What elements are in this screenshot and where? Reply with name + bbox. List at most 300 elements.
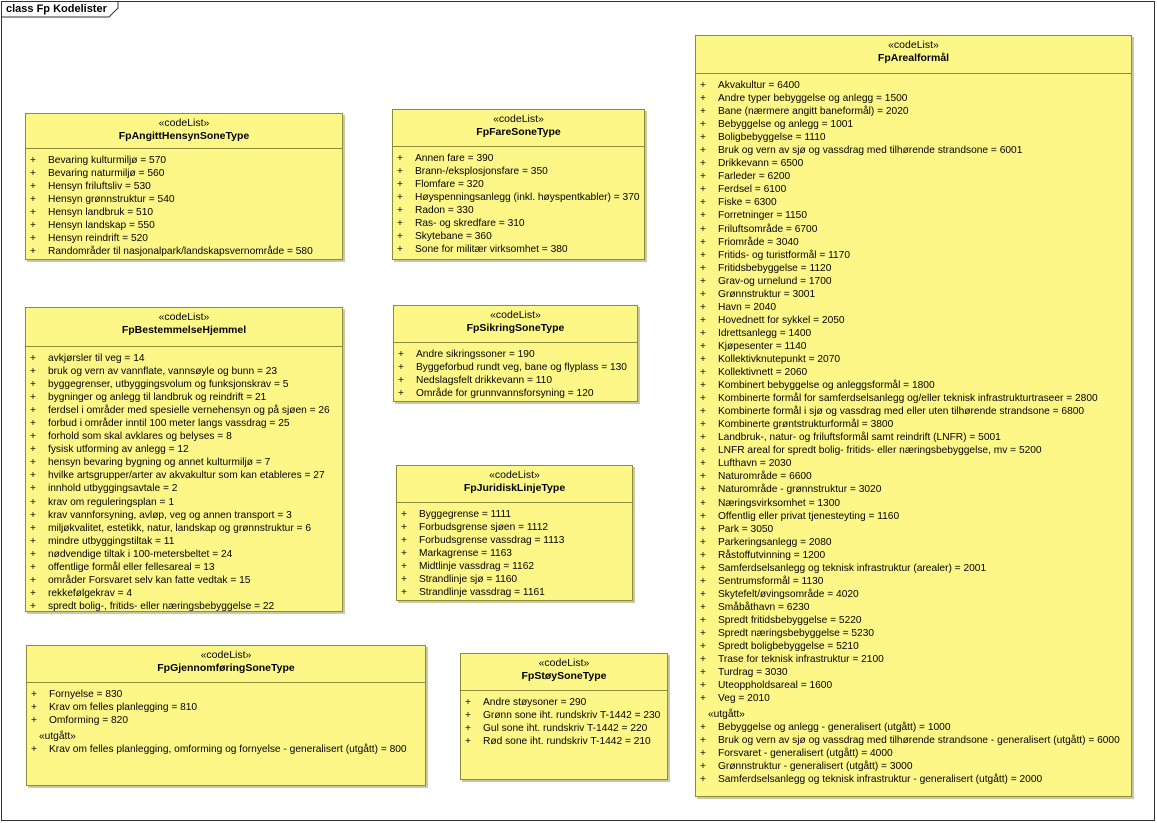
class-header xyxy=(26,308,342,347)
attribute-text: Nedslagsfelt drikkevann = 110 xyxy=(416,375,553,387)
public-visibility-marker: + xyxy=(700,353,706,365)
attribute-text: Naturområde = 6600 xyxy=(718,471,812,483)
attribute-row xyxy=(696,131,1131,144)
public-visibility-marker: + xyxy=(700,210,706,222)
attribute-row xyxy=(696,314,1131,327)
public-visibility-marker: + xyxy=(700,80,706,91)
public-visibility-marker: + xyxy=(397,192,403,204)
attribute-row xyxy=(696,340,1131,353)
attribute-row xyxy=(696,523,1131,536)
public-visibility-marker: + xyxy=(700,275,706,287)
attribute-row xyxy=(696,666,1131,679)
attribute-row xyxy=(397,521,632,534)
attribute-row xyxy=(696,379,1131,392)
public-visibility-marker: + xyxy=(30,444,36,456)
attribute-text: Kombinerte formål for samferdselsanlegg og/eller teknisk infrastrukturtraseer = 2800 xyxy=(718,393,1098,405)
attribute-text: Havn = 2040 xyxy=(718,301,777,313)
attribute-text: Spredt næringsbebyggelse = 5230 xyxy=(718,627,875,639)
public-visibility-marker: + xyxy=(700,445,706,457)
class-header xyxy=(461,654,667,691)
public-visibility-marker: + xyxy=(401,535,407,547)
attribute-row xyxy=(393,152,644,165)
attribute-row xyxy=(696,366,1131,379)
attribute-row xyxy=(26,430,342,443)
attribute-row xyxy=(393,243,644,256)
attribute-row xyxy=(394,348,637,361)
public-visibility-marker: + xyxy=(30,496,36,508)
attribute-text: Andre typer bebyggelse og anlegg = 1500 xyxy=(718,93,908,105)
attribute-row xyxy=(26,180,342,193)
attribute-text: Lufthavn = 2030 xyxy=(718,458,792,470)
attribute-row xyxy=(397,508,632,521)
attribute-text: Rød sone iht. rundskriv T-1442 = 210 xyxy=(483,736,651,748)
attribute-row xyxy=(27,701,425,714)
attribute-text: mindre utbyggingstiltak = 11 xyxy=(48,535,175,547)
public-visibility-marker: + xyxy=(700,654,706,666)
attribute-row xyxy=(27,714,425,727)
attribute-text: Ras- og skredfare = 310 xyxy=(415,218,525,230)
attribute-text: Skytebane = 360 xyxy=(415,231,492,243)
attribute-row xyxy=(696,92,1131,105)
public-visibility-marker: + xyxy=(700,774,706,786)
public-visibility-marker: + xyxy=(700,601,706,613)
class-box-fp-fare-sone-type[interactable] xyxy=(392,109,645,260)
class-name: FpJuridiskLinjeType xyxy=(463,482,566,494)
attribute-row xyxy=(461,735,667,748)
attribute-list xyxy=(394,343,637,400)
public-visibility-marker: + xyxy=(397,166,403,178)
public-visibility-marker: + xyxy=(30,483,36,495)
attribute-row xyxy=(26,365,342,378)
attribute-row xyxy=(26,456,342,469)
class-stereotype: «codeList» xyxy=(200,649,252,661)
public-visibility-marker: + xyxy=(700,510,706,522)
attribute-row xyxy=(696,327,1131,340)
attribute-text: Byggegrense = 1111 xyxy=(419,509,512,520)
attribute-text: Krav om felles planlegging = 810 xyxy=(49,702,198,714)
attribute-text: områder Forsvaret selv kan fatte vedtak = 15 xyxy=(48,574,251,586)
public-visibility-marker: + xyxy=(700,484,706,496)
public-visibility-marker: + xyxy=(700,680,706,692)
public-visibility-marker: + xyxy=(700,641,706,653)
public-visibility-marker: + xyxy=(700,588,706,600)
attribute-row xyxy=(394,361,637,374)
attribute-row xyxy=(696,431,1131,444)
public-visibility-marker: + xyxy=(30,561,36,573)
attribute-row xyxy=(26,469,342,482)
attribute-text: Grønn sone iht. rundskriv T-1442 = 230 xyxy=(483,710,661,722)
attribute-row xyxy=(26,352,342,365)
attribute-text: bruk og vern av vannflate, vannsøyle og bunn = 23 xyxy=(48,366,278,378)
attribute-text: Akvakultur = 6400 xyxy=(718,80,800,91)
class-box-fp-arealformal[interactable] xyxy=(695,35,1132,797)
attribute-row xyxy=(696,444,1131,457)
attribute-text: Hensyn friluftsliv = 530 xyxy=(48,181,151,193)
attribute-row xyxy=(26,417,342,430)
class-header xyxy=(26,114,342,149)
attribute-row xyxy=(26,391,342,404)
attribute-row xyxy=(696,773,1131,786)
attribute-text: Grønnstruktur = 3001 xyxy=(718,288,816,300)
attribute-text: Forbudsgrense sjøen = 1112 xyxy=(419,522,549,534)
public-visibility-marker: + xyxy=(30,431,36,443)
public-visibility-marker: + xyxy=(398,349,404,360)
attribute-text: Forbudsgrense vassdrag = 1113 xyxy=(419,535,565,547)
attribute-list xyxy=(696,74,1131,786)
attribute-text: Bebyggelse og anlegg - generalisert (utgått) = 1000 xyxy=(718,722,951,734)
attribute-text: Flomfare = 320 xyxy=(415,179,484,191)
attribute-row xyxy=(696,601,1131,614)
public-visibility-marker: + xyxy=(31,715,37,727)
attribute-row xyxy=(26,548,342,561)
public-visibility-marker: + xyxy=(700,523,706,535)
class-stereotype: «codeList» xyxy=(489,469,540,481)
attribute-text: Bebyggelse og anlegg = 1001 xyxy=(718,119,854,131)
public-visibility-marker: + xyxy=(700,406,706,418)
class-box-fp-angitt-hensyn-sone-type[interactable] xyxy=(25,113,343,260)
class-box-fp-juridisk-linje-type[interactable] xyxy=(396,465,633,601)
public-visibility-marker: + xyxy=(30,220,36,232)
attribute-row xyxy=(696,562,1131,575)
class-name: FpArealformål xyxy=(877,52,950,64)
public-visibility-marker: + xyxy=(30,207,36,219)
attribute-row xyxy=(26,535,342,548)
class-name: FpGjennomføringSoneType xyxy=(157,662,295,674)
public-visibility-marker: + xyxy=(401,548,407,560)
attribute-text: Råstoffutvinning = 1200 xyxy=(718,549,826,561)
attribute-list xyxy=(27,683,425,756)
public-visibility-marker: + xyxy=(398,362,404,374)
attribute-text: forhold som skal avklares og belyses = 8 xyxy=(48,431,232,443)
class-box-fp-sikring-sone-type[interactable] xyxy=(393,305,638,402)
public-visibility-marker: + xyxy=(30,587,36,599)
public-visibility-marker: + xyxy=(465,710,471,722)
attribute-text: Sone for militær virksomhet = 380 xyxy=(415,244,568,256)
public-visibility-marker: + xyxy=(465,736,471,748)
attribute-text: Kombinerte formål i sjø og vassdrag med eller uten tilhørende strandsone = 6800 xyxy=(718,406,1085,418)
attribute-text: Strandlinje sjø = 1160 xyxy=(419,574,518,586)
attribute-text: Kjøpesenter = 1140 xyxy=(718,340,807,352)
attribute-row xyxy=(26,587,342,600)
attribute-row xyxy=(696,144,1131,157)
public-visibility-marker: + xyxy=(30,574,36,586)
attribute-row xyxy=(696,549,1131,562)
attribute-row xyxy=(393,230,644,243)
attribute-row xyxy=(26,509,342,522)
public-visibility-marker: + xyxy=(30,155,36,166)
public-visibility-marker: + xyxy=(30,392,36,404)
attribute-text: Bevaring kulturmiljø = 570 xyxy=(48,155,167,166)
public-visibility-marker: + xyxy=(401,522,407,534)
public-visibility-marker: + xyxy=(700,288,706,300)
public-visibility-marker: + xyxy=(700,536,706,548)
attribute-text: Grønnstruktur - generalisert (utgått) = 3000 xyxy=(718,761,913,773)
attribute-row xyxy=(696,223,1131,236)
attribute-text: krav om reguleringsplan = 1 xyxy=(48,496,174,508)
class-box-fp-bestemmelse-hjemmel[interactable] xyxy=(25,307,343,612)
public-visibility-marker: + xyxy=(31,702,37,714)
public-visibility-marker: + xyxy=(30,522,36,534)
public-visibility-marker: + xyxy=(465,697,471,708)
public-visibility-marker: + xyxy=(401,561,407,573)
attribute-text: Bevaring naturmiljø = 560 xyxy=(48,168,165,180)
public-visibility-marker: + xyxy=(700,432,706,444)
attribute-row xyxy=(696,627,1131,640)
attribute-row xyxy=(26,219,342,232)
class-header xyxy=(394,306,637,343)
attribute-row xyxy=(26,193,342,206)
public-visibility-marker: + xyxy=(30,379,36,391)
attribute-row xyxy=(393,217,644,230)
attribute-text: Næringsvirksomhet = 1300 xyxy=(718,497,841,509)
public-visibility-marker: + xyxy=(397,244,403,256)
attribute-text: Hensyn landskap = 550 xyxy=(48,220,155,232)
class-header xyxy=(393,110,644,147)
attribute-row xyxy=(696,353,1131,366)
attribute-text: hensyn bevaring bygning og annet kulturmiljø = 7 xyxy=(48,457,271,469)
attribute-text: Skytefelt/øvingsområde = 4020 xyxy=(718,588,859,600)
public-visibility-marker: + xyxy=(700,249,706,261)
attribute-row xyxy=(461,722,667,735)
attribute-row xyxy=(696,470,1131,483)
attribute-row xyxy=(696,497,1131,510)
public-visibility-marker: + xyxy=(401,587,407,599)
attribute-row xyxy=(696,760,1131,773)
attribute-text: Turdrag = 3030 xyxy=(718,667,788,679)
attribute-text: Spredt boligbebyggelse = 5210 xyxy=(718,641,859,653)
attribute-row xyxy=(696,209,1131,222)
class-header xyxy=(27,646,425,683)
attribute-text: Uteoppholdsareal = 1600 xyxy=(718,680,833,692)
public-visibility-marker: + xyxy=(700,380,706,392)
attribute-row xyxy=(696,392,1131,405)
attribute-row xyxy=(26,404,342,417)
public-visibility-marker: + xyxy=(700,236,706,248)
attribute-row xyxy=(696,536,1131,549)
class-header xyxy=(696,36,1131,74)
attribute-list xyxy=(397,503,632,599)
attribute-text: miljøkvalitet, estetikk, natur, landskap og grønnstruktur = 6 xyxy=(48,522,312,534)
public-visibility-marker: + xyxy=(30,366,36,378)
attribute-text: Område for grunnvannsforsyning = 120 xyxy=(416,388,594,400)
public-visibility-marker: + xyxy=(700,327,706,339)
frame-title: class Fp Kodelister xyxy=(6,3,107,15)
class-box-fp-stoy-sone-type[interactable] xyxy=(460,653,668,780)
attribute-text: Bruk og vern av sjø og vassdrag med tilhørende strandsone - generalisert (utgått) = 6000 xyxy=(718,735,1120,747)
attribute-row xyxy=(696,118,1131,131)
public-visibility-marker: + xyxy=(700,693,706,705)
attribute-text: Grav-og urnelund = 1700 xyxy=(718,275,832,287)
public-visibility-marker: + xyxy=(700,106,706,118)
attribute-row xyxy=(26,232,342,245)
attribute-row xyxy=(696,157,1131,170)
class-stereotype: «codeList» xyxy=(493,113,544,125)
attribute-text: Spredt fritidsbebyggelse = 5220 xyxy=(718,614,862,626)
attribute-list xyxy=(26,149,342,258)
deprecated-section-label: «utgått» xyxy=(708,709,745,721)
attribute-row xyxy=(394,387,637,400)
public-visibility-marker: + xyxy=(700,575,706,587)
attribute-text: Hensyn reindrift = 520 xyxy=(48,233,148,245)
attribute-row xyxy=(696,418,1131,431)
attribute-text: Randområder til nasjonalpark/landskapsvernområde = 580 xyxy=(48,246,313,258)
class-stereotype: «codeList» xyxy=(158,117,210,129)
attribute-row xyxy=(696,510,1131,523)
attribute-row xyxy=(696,575,1131,588)
attribute-row xyxy=(461,696,667,709)
attribute-row xyxy=(397,573,632,586)
attribute-text: bygninger og anlegg til landbruk og reindrift = 21 xyxy=(48,392,267,404)
class-stereotype: «codeList» xyxy=(490,309,541,321)
attribute-row xyxy=(26,167,342,180)
public-visibility-marker: + xyxy=(30,194,36,206)
attribute-text: Sentrumsformål = 1130 xyxy=(718,575,824,587)
attribute-row xyxy=(393,204,644,217)
class-stereotype: «codeList» xyxy=(158,311,210,323)
attribute-list xyxy=(393,147,644,256)
class-box-fp-gjennomforing-sone-type[interactable] xyxy=(26,645,426,786)
attribute-row xyxy=(393,178,644,191)
attribute-row xyxy=(696,196,1131,209)
public-visibility-marker: + xyxy=(700,184,706,196)
public-visibility-marker: + xyxy=(398,375,404,387)
attribute-text: Veg = 2010 xyxy=(718,693,770,705)
attribute-text: offentlige formål eller fellesareal = 13 xyxy=(48,561,215,573)
attribute-text: Andre støysoner = 290 xyxy=(483,697,587,708)
public-visibility-marker: + xyxy=(700,93,706,105)
attribute-text: Forsvaret - generalisert (utgått) = 4000 xyxy=(718,748,893,760)
public-visibility-marker: + xyxy=(700,262,706,274)
attribute-text: Bane (nærmere angitt baneformål) = 2020 xyxy=(718,106,909,118)
attribute-text: Samferdselsanlegg og teknisk infrastruktur - generalisert (utgått) = 2000 xyxy=(718,774,1043,786)
attribute-text: Omforming = 820 xyxy=(49,715,128,727)
public-visibility-marker: + xyxy=(30,600,36,612)
public-visibility-marker: + xyxy=(397,205,403,217)
public-visibility-marker: + xyxy=(30,457,36,469)
attribute-row xyxy=(26,245,342,258)
public-visibility-marker: + xyxy=(700,722,706,734)
public-visibility-marker: + xyxy=(465,723,471,735)
attribute-text: rekkefølgekrav = 4 xyxy=(48,587,133,599)
attribute-text: Småbåthavn = 6230 xyxy=(718,601,810,613)
public-visibility-marker: + xyxy=(700,667,706,679)
public-visibility-marker: + xyxy=(30,168,36,180)
public-visibility-marker: + xyxy=(30,509,36,521)
public-visibility-marker: + xyxy=(700,314,706,326)
attribute-text: Midtlinje vassdrag = 1162 xyxy=(419,561,535,573)
attribute-row xyxy=(696,457,1131,470)
attribute-text: Brann-/eksplosjonsfare = 350 xyxy=(415,166,548,178)
attribute-text: forbud i områder inntil 100 meter langs vassdrag = 25 xyxy=(48,418,290,430)
attribute-row xyxy=(696,640,1131,653)
attribute-row xyxy=(696,301,1131,314)
public-visibility-marker: + xyxy=(700,367,706,379)
public-visibility-marker: + xyxy=(700,497,706,509)
attribute-text: Kombinerte grøntstrukturformål = 3800 xyxy=(718,419,894,431)
attribute-row xyxy=(696,653,1131,666)
attribute-text: Byggeforbud rundt veg, bane og flyplass = 130 xyxy=(416,362,627,374)
attribute-row xyxy=(393,165,644,178)
attribute-text: innhold utbyggingsavtale = 2 xyxy=(48,483,178,495)
attribute-row xyxy=(26,482,342,495)
attribute-text: Fornyelse = 830 xyxy=(49,689,123,700)
attribute-text: ferdsel i områder med spesielle vernehensyn og på sjøen = 26 xyxy=(48,405,330,417)
attribute-row xyxy=(696,79,1131,92)
attribute-row xyxy=(393,191,644,204)
public-visibility-marker: + xyxy=(30,405,36,417)
public-visibility-marker: + xyxy=(700,301,706,313)
attribute-text: hvilke artsgrupper/arter av akvakultur som kan etableres = 27 xyxy=(48,470,325,482)
attribute-row xyxy=(696,734,1131,747)
attribute-text: Annen fare = 390 xyxy=(415,153,494,164)
attribute-text: Ferdsel = 6100 xyxy=(718,184,787,196)
attribute-row xyxy=(26,600,342,613)
attribute-row xyxy=(397,586,632,599)
attribute-text: Fritidsbebyggelse = 1120 xyxy=(718,262,832,274)
public-visibility-marker: + xyxy=(700,197,706,209)
attribute-row xyxy=(26,496,342,509)
attribute-text: avkjørsler til veg = 14 xyxy=(48,353,145,364)
public-visibility-marker: + xyxy=(31,689,37,700)
attribute-row xyxy=(696,692,1131,705)
public-visibility-marker: + xyxy=(700,627,706,639)
attribute-text: Radon = 330 xyxy=(415,205,474,217)
attribute-text: Fiske = 6300 xyxy=(718,197,777,209)
attribute-row xyxy=(26,561,342,574)
attribute-row xyxy=(696,288,1131,301)
public-visibility-marker: + xyxy=(401,509,407,520)
attribute-text: krav vannforsyning, avløp, veg og annen transport = 3 xyxy=(48,509,292,521)
attribute-text: Forretninger = 1150 xyxy=(718,210,808,222)
attribute-row xyxy=(26,522,342,535)
attribute-row xyxy=(26,206,342,219)
attribute-row xyxy=(696,249,1131,262)
class-header xyxy=(397,466,632,503)
public-visibility-marker: + xyxy=(700,549,706,561)
attribute-row xyxy=(696,262,1131,275)
attribute-row xyxy=(696,170,1131,183)
attribute-row xyxy=(26,574,342,587)
attribute-text: byggegrenser, utbyggingsvolum og funksjonskrav = 5 xyxy=(48,379,289,391)
public-visibility-marker: + xyxy=(700,562,706,574)
attribute-row xyxy=(696,105,1131,118)
public-visibility-marker: + xyxy=(700,748,706,760)
attribute-text: Drikkevann = 6500 xyxy=(718,158,804,170)
attribute-text: Bruk og vern av sjø og vassdrag med tilhørende strandsone = 6001 xyxy=(718,145,1023,157)
class-name: FpFareSoneType xyxy=(476,126,561,138)
attribute-text: Landbruk-, natur- og friluftsformål samt reindrift (LNFR) = 5001 xyxy=(718,432,1001,444)
public-visibility-marker: + xyxy=(30,418,36,430)
attribute-row xyxy=(26,154,342,167)
attribute-text: Høyspenningsanlegg (inkl. høyspentkabler) = 370 xyxy=(415,192,640,204)
public-visibility-marker: + xyxy=(31,744,37,756)
attribute-row xyxy=(394,374,637,387)
public-visibility-marker: + xyxy=(700,119,706,131)
attribute-row xyxy=(26,443,342,456)
attribute-row xyxy=(696,747,1131,760)
attribute-text: Friområde = 3040 xyxy=(718,236,799,248)
public-visibility-marker: + xyxy=(700,419,706,431)
attribute-row xyxy=(696,721,1131,734)
attribute-text: Andre sikringssoner = 190 xyxy=(416,349,535,360)
class-name: FpAngittHensynSoneType xyxy=(118,130,250,142)
public-visibility-marker: + xyxy=(700,158,706,170)
attribute-text: Offentlig eller privat tjenesteyting = 1160 xyxy=(718,510,900,522)
attribute-row xyxy=(397,547,632,560)
attribute-text: Markagrense = 1163 xyxy=(419,548,512,560)
attribute-list xyxy=(461,691,667,748)
public-visibility-marker: + xyxy=(30,548,36,560)
